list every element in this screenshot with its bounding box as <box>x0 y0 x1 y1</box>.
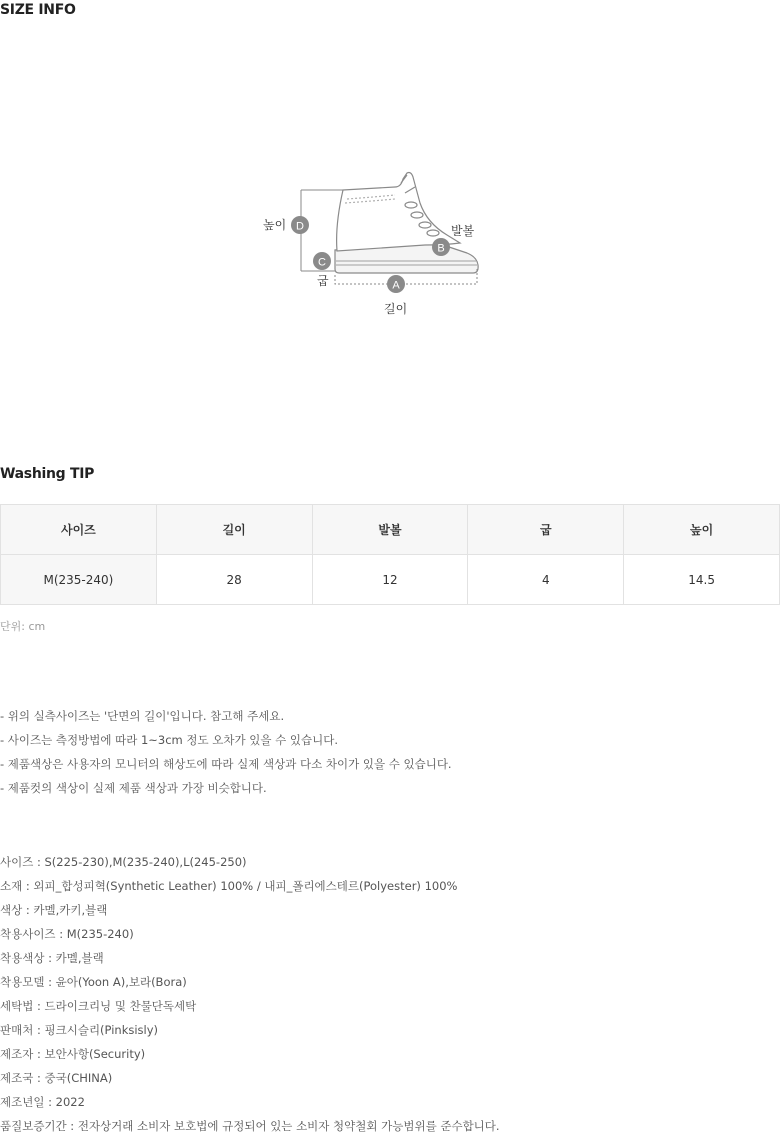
list-item: 제조자 : 보안사항(Security) <box>0 1047 146 1061</box>
length-label: 길이 <box>384 302 408 316</box>
unit-note: 단위: cm <box>0 620 46 633</box>
marker-a-letter: A <box>392 279 400 292</box>
measurement-notes <box>0 704 452 800</box>
list-item: 품질보증기간 : 전자상거래 소비자 보호법에 규정되어 있는 소비자 청약철회 가능범위를 준수합니다. <box>0 1119 500 1133</box>
list-item: 사이즈 : S(225-230),M(235-240),L(245-250) <box>0 855 247 869</box>
shoe-size-diagram <box>255 165 495 325</box>
list-item: 세탁법 : 드라이크리닝 및 찬물단독세탁 <box>0 999 197 1013</box>
list-item: - 위의 실측사이즈는 '단면의 길이'입니다. 참고해 주세요. <box>0 709 285 723</box>
table-header-row <box>1 505 780 555</box>
marker-d-letter: D <box>296 220 304 233</box>
cell-size: M(235-240) <box>1 555 157 605</box>
size-table <box>0 504 780 605</box>
size-info-heading: SIZE INFO <box>0 2 76 18</box>
table-row <box>1 555 780 605</box>
header-heel: 굽 <box>468 505 624 555</box>
marker-b-letter: B <box>437 242 445 255</box>
marker-c <box>313 252 331 270</box>
ball-label: 발볼 <box>451 224 475 238</box>
list-item: 판매처 : 핑크시슬리(Pinksisly) <box>0 1023 159 1037</box>
list-item: - 제품색상은 사용자의 모니터의 해상도에 따라 실제 색상과 다소 차이가 있을 수 있습니다. <box>0 757 452 771</box>
header-height: 높이 <box>624 505 780 555</box>
list-item: - 사이즈는 측정방법에 따라 1~3cm 정도 오차가 있을 수 있습니다. <box>0 733 339 747</box>
list-item: 착용사이즈 : M(235-240) <box>0 927 134 941</box>
shoe-illustration <box>335 173 478 274</box>
list-item: 소재 : 외피_합성피혁(Synthetic Leather) 100% / 내피_폴리에스테르(Polyester) 100% <box>0 879 458 893</box>
cell-height: 14.5 <box>624 555 780 605</box>
cell-length: 28 <box>156 555 312 605</box>
list-item: 착용색상 : 카멜,블랙 <box>0 951 104 965</box>
list-item: - 제품컷의 색상이 실제 제품 색상과 가장 비슷합니다. <box>0 781 267 795</box>
product-info-list <box>0 850 500 1138</box>
cell-ball: 12 <box>312 555 468 605</box>
header-ball: 발볼 <box>312 505 468 555</box>
heel-label: 굽 <box>317 274 329 288</box>
cell-heel: 4 <box>468 555 624 605</box>
header-length: 길이 <box>156 505 312 555</box>
list-item: 제조국 : 중국(CHINA) <box>0 1071 113 1085</box>
height-label: 높이 <box>263 218 287 232</box>
marker-b <box>432 238 450 256</box>
list-item: 색상 : 카멜,카키,블랙 <box>0 903 108 917</box>
marker-d <box>291 216 309 234</box>
header-size: 사이즈 <box>1 505 157 555</box>
washing-tip-heading: Washing TIP <box>0 466 95 482</box>
list-item: 제조년일 : 2022 <box>0 1095 85 1109</box>
list-item: 착용모델 : 윤아(Yoon A),보라(Bora) <box>0 975 187 989</box>
marker-a <box>387 275 405 293</box>
marker-c-letter: C <box>318 256 326 269</box>
